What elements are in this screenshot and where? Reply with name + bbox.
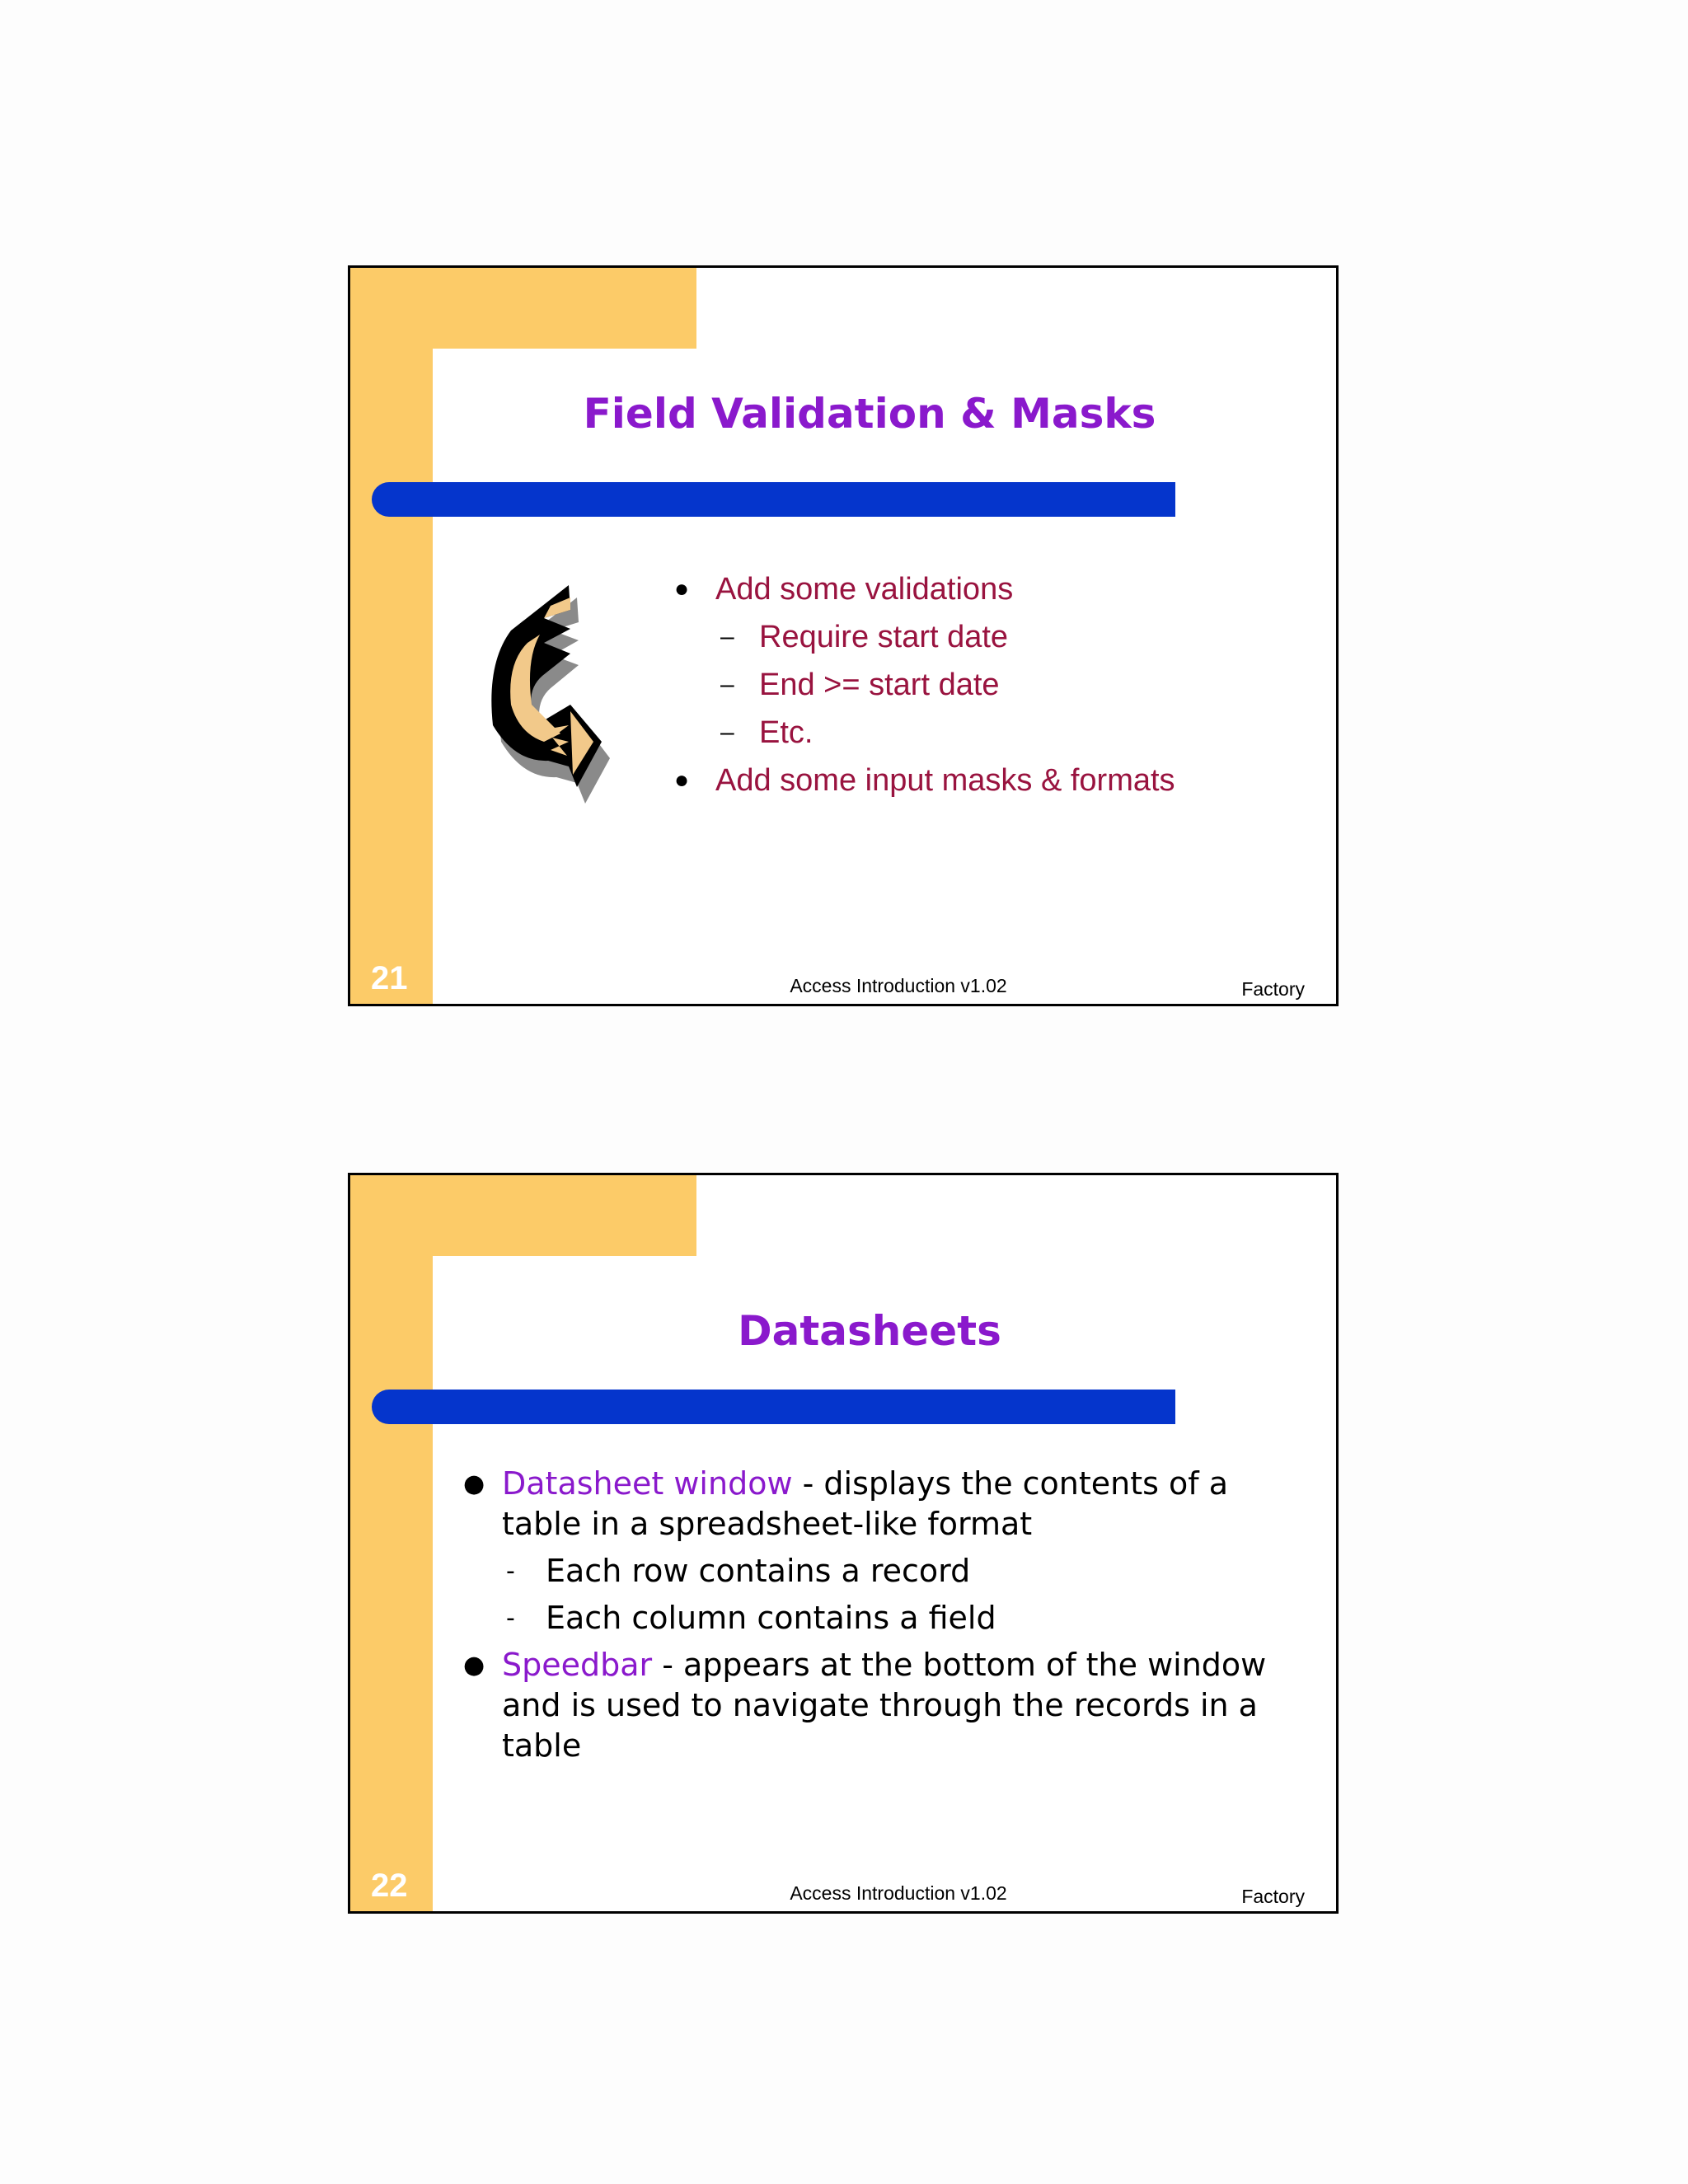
list-item: ● Add some input masks & formats [674, 757, 1175, 804]
list-item: - Each column contains a field [463, 1598, 1304, 1638]
dash-icon: – [720, 623, 734, 650]
accent-topbar [350, 1175, 696, 1256]
dash-icon: - [506, 1557, 515, 1586]
bullet-dot-icon: ● [463, 1469, 485, 1498]
slide-22 [348, 1173, 1339, 1914]
bullet-dot-icon: ● [674, 575, 690, 602]
list-item: ● Speedbar - appears at the bottom of the window and is used to navigate through the records in a table [463, 1647, 1267, 1764]
list-item: ● Datasheet window - displays the contents of a table in a spreadsheet-like format [463, 1465, 1229, 1542]
list-item: – Etc. [674, 709, 1175, 757]
list-item: – End >= start date [674, 661, 1175, 709]
dash-icon: - [506, 1604, 515, 1633]
term-highlight: Speedbar [502, 1647, 653, 1683]
accent-sidebar [350, 268, 433, 1006]
bullet-list [463, 1464, 1304, 1766]
accent-topbar [350, 268, 696, 349]
list-item: – Require start date [674, 613, 1175, 661]
slide-title: Field Validation & Masks [583, 390, 1156, 438]
bullet-dot-icon: ● [674, 766, 690, 794]
slide-title: Datasheets [738, 1307, 1001, 1355]
slide-number: 22 [371, 1868, 408, 1904]
curved-arrow-icon [486, 565, 626, 837]
dash-icon: – [720, 719, 734, 746]
footer-company: Factory [1241, 978, 1305, 1000]
list-item: - Each row contains a record [463, 1551, 1304, 1591]
bullet-list [674, 565, 1175, 804]
footer-title: Access Introduction v1.02 [790, 975, 1007, 996]
accent-sidebar [350, 1175, 433, 1914]
list-item: ● Add some validations [674, 565, 1175, 613]
footer-title: Access Introduction v1.02 [790, 1882, 1007, 1904]
slide-number: 21 [371, 960, 408, 996]
dash-icon: – [720, 671, 734, 698]
term-highlight: Datasheet window [502, 1465, 793, 1502]
slide-21 [348, 265, 1339, 1006]
bullet-dot-icon: ● [463, 1651, 485, 1680]
footer-company: Factory [1241, 1886, 1305, 1907]
